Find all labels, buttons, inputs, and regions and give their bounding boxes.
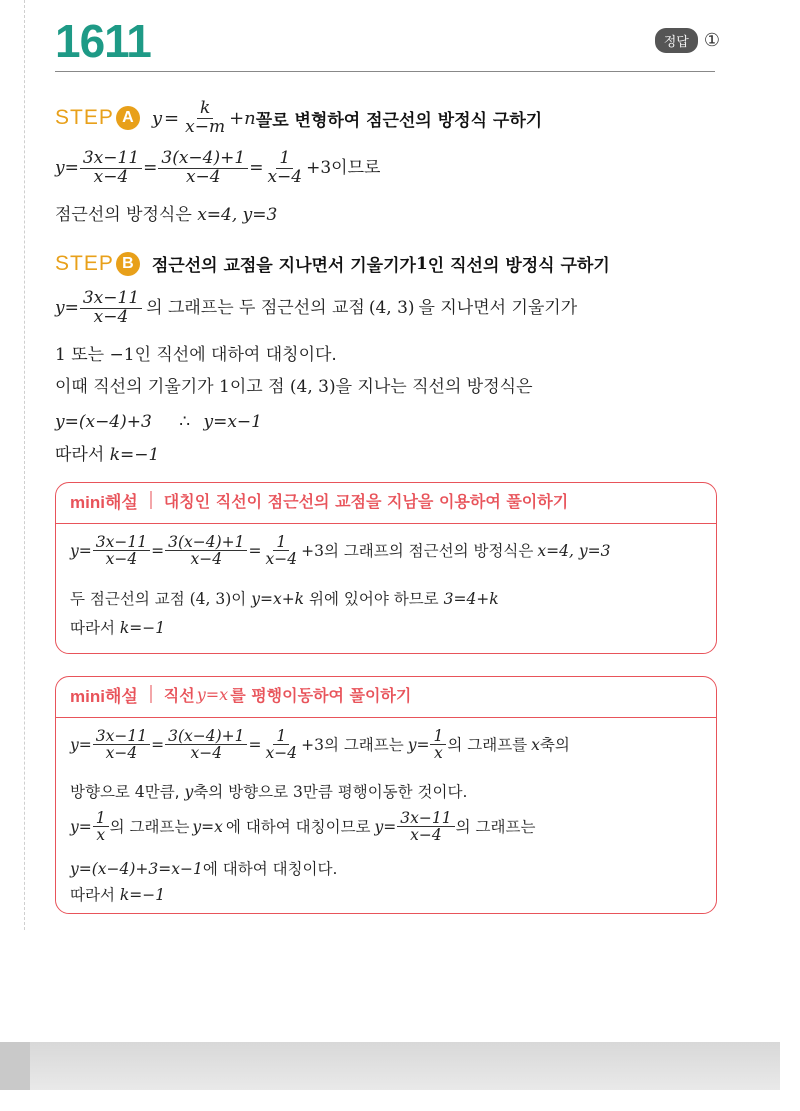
text: 을 지나면서 기울기가: [418, 298, 578, 319]
eq-sign: =: [64, 158, 79, 179]
text: 점근선의 방정식은: [55, 205, 192, 225]
problem-number: 1611: [55, 15, 151, 67]
mini-explanation-1: [55, 482, 717, 654]
divider: [150, 685, 152, 703]
fraction-denominator: x−4: [93, 306, 129, 327]
mini2-line-4: [70, 858, 337, 880]
eq-suffix: 이므로: [331, 158, 381, 179]
eq-var: y: [55, 298, 65, 319]
text: 또는: [71, 345, 105, 365]
math: y=x−1: [203, 412, 262, 432]
fraction-denominator: x: [96, 826, 106, 845]
eq-lhs: y=: [374, 817, 397, 836]
step-a-equation: [55, 150, 380, 187]
mini-title-math: y=x: [196, 684, 229, 704]
fraction-numerator: 1: [273, 534, 289, 551]
eq-tail: +3: [306, 158, 332, 179]
number: 4: [134, 783, 145, 801]
mini-explanation-2: [55, 676, 717, 914]
step-b-line-5: [55, 443, 159, 467]
math: k=−1: [119, 619, 166, 637]
fraction-numerator: 1: [430, 728, 446, 745]
eq-tail: +3: [301, 735, 324, 754]
fraction: [165, 728, 247, 762]
fraction: [430, 728, 446, 762]
mini1-line-2: [70, 588, 499, 610]
answer-value: ①: [703, 30, 720, 51]
fraction-denominator: x−4: [185, 166, 221, 187]
math: y=x: [192, 817, 223, 836]
asymptote-line: [55, 203, 277, 227]
step-b-line-3: [55, 375, 533, 399]
fraction-numerator: 3x−11: [80, 150, 142, 169]
eq-lhs: y=: [70, 541, 92, 560]
mini1-line-1: y= $\frac{3x-11}{x-4}$ = $\frac{3(x-4)+1}{x-4}$ = $\frac{1}{x-4}$ +3 의 그래프의 점근선의 방정식은 x=4, y=3: [70, 533, 611, 569]
step-label: STEP: [55, 251, 114, 275]
text: 의 그래프는: [455, 817, 536, 836]
fraction-numerator: 3(x−4)+1: [158, 150, 248, 169]
fraction: [165, 534, 247, 568]
fraction-numerator: 1: [276, 150, 293, 169]
step-a-circle-icon: A: [116, 106, 140, 130]
text: 이때 직선의 기울기가: [55, 377, 214, 397]
therefore-symbol: ∴: [179, 412, 191, 432]
fraction-denominator: x−4: [93, 166, 129, 187]
eq-sign: =: [143, 158, 158, 179]
math: y=(x−4)+3: [55, 412, 152, 432]
text: 을 지나는 직선의 방정식은: [335, 377, 533, 397]
math: 3=4+k: [443, 590, 499, 608]
text: 의 그래프의 점근선의 방정식은: [323, 541, 534, 560]
text: 의 그래프는: [323, 735, 404, 754]
eq-sign: =: [249, 158, 264, 179]
math: x=4, y=3: [197, 205, 278, 225]
text: 에 대하여 대칭이다.: [202, 860, 338, 878]
number: 1: [219, 377, 230, 397]
point: (4, 3): [368, 298, 415, 319]
eq-sign: =: [64, 298, 79, 319]
fraction-denominator: x−4: [105, 550, 138, 569]
mini-body: [56, 523, 716, 653]
fraction-denominator: x−4: [410, 826, 442, 845]
answer-indicator: [655, 28, 720, 53]
step-b-line-2: [55, 343, 337, 367]
fraction-numerator: k: [197, 100, 213, 119]
page-bottom-band: [0, 1042, 780, 1090]
text: 이고 점: [229, 377, 285, 397]
fraction-numerator: 3x−11: [397, 810, 454, 827]
text: 따라서: [70, 886, 115, 904]
formula-fraction: [182, 100, 228, 137]
fraction-numerator: 3(x−4)+1: [165, 534, 247, 551]
fraction-numerator: 3(x−4)+1: [165, 728, 247, 745]
formula-tail: +n: [229, 107, 256, 129]
mini-header: [56, 677, 716, 711]
point: (4, 3): [289, 377, 336, 397]
math: k=−1: [109, 445, 160, 465]
math: k=−1: [119, 886, 166, 904]
answer-badge: 정답: [655, 28, 698, 53]
header-divider: [55, 71, 715, 72]
mini1-line-3: [70, 617, 165, 639]
fraction-numerator: 1: [273, 728, 289, 745]
step-a-heading: [55, 100, 542, 137]
fraction-denominator: x−4: [265, 550, 298, 569]
fraction-denominator: x: [434, 744, 443, 763]
fraction-denominator: x−4: [267, 166, 303, 187]
mini-header: [56, 483, 716, 517]
step-label: STEP: [55, 106, 114, 130]
text: 의 그래프는: [109, 817, 190, 836]
eq-lhs: y=: [70, 735, 92, 754]
mini-tag: mini해설: [70, 686, 138, 706]
math: y=x+k: [251, 590, 305, 608]
mini2-line-2: [70, 781, 467, 803]
fraction-denominator: x−4: [105, 744, 138, 763]
step-b-heading: [55, 251, 610, 276]
mini2-line-5: [70, 884, 165, 906]
text: 이: [231, 590, 247, 608]
text: 방향으로: [70, 783, 130, 801]
fraction: [93, 810, 109, 844]
mini-tag: mini해설: [70, 492, 138, 512]
axis-var: x: [531, 735, 540, 754]
eq-fraction-1: [80, 150, 142, 187]
fraction: [262, 728, 300, 762]
mini-title: 대칭인 직선이 점근선의 교점을 지남을 이용하여 풀이하기: [163, 491, 569, 511]
step-b-circle-icon: B: [116, 252, 140, 276]
mini2-line-3: [70, 810, 535, 844]
text: 축의 방향으로: [193, 783, 289, 801]
fraction: [93, 728, 150, 762]
fraction-numerator: 3x−11: [93, 728, 150, 745]
eq-fraction-3: [264, 150, 305, 187]
fraction-denominator: x−4: [190, 550, 223, 569]
text: 두 점근선의 교점: [70, 590, 185, 608]
step-b-title-pre: 점근선의 교점을 지나면서 기울기가: [151, 256, 416, 276]
number: 3: [293, 783, 303, 801]
eq-fraction: [80, 290, 142, 327]
step-b-line-4: [55, 410, 262, 434]
step-b-title-post: 인 직선의 방정식 구하기: [427, 256, 610, 276]
eq-lhs: y=: [70, 817, 92, 836]
text: 위에 있어야 하므로: [309, 590, 439, 608]
text: 따라서: [70, 619, 115, 637]
mini-body: [56, 717, 716, 913]
fraction-numerator: 3x−11: [93, 534, 150, 551]
step-a-title: 꼴로 변형하여 점근선의 방정식 구하기: [255, 110, 543, 131]
text: 만큼 평행이동한 것이다.: [302, 783, 468, 801]
fraction: [93, 534, 150, 568]
text: 인 직선에 대하여 대칭이다.: [134, 345, 337, 365]
fraction: [262, 534, 300, 568]
text: 의 그래프는 두 점근선의 교점: [146, 298, 365, 319]
text: 따라서: [55, 445, 105, 465]
eq-tail: +3: [301, 541, 324, 560]
eq-lhs: y=: [407, 735, 430, 754]
mini-title-post: 를 평행이동하여 풀이하기: [230, 685, 412, 705]
number: 1: [55, 345, 66, 365]
fraction-numerator: 3x−11: [80, 290, 142, 309]
text: 에 대하여 대칭이므로: [225, 817, 371, 836]
eq-fraction-2: [158, 150, 248, 187]
fraction-denominator: x−4: [265, 744, 298, 763]
divider: [150, 491, 152, 509]
point: (4, 3): [189, 590, 232, 608]
step-b-line-1: [55, 290, 577, 327]
text: 축의: [539, 735, 570, 754]
mini-title-pre: 직선: [163, 685, 195, 705]
formula-var: y: [151, 107, 163, 129]
fraction-numerator: 1: [93, 810, 109, 827]
formula-eq: =: [164, 107, 180, 129]
math: y=(x−4)+3=x−1: [70, 860, 203, 878]
text: 만큼,: [144, 783, 180, 801]
step-b-title-num: 1: [415, 253, 428, 274]
fraction-denominator: x−4: [190, 744, 223, 763]
page-bottom-accent: [0, 1042, 30, 1090]
eq-var: y: [55, 158, 65, 179]
fraction: [397, 810, 454, 844]
number: −1: [109, 345, 135, 365]
fraction-denominator: x−m: [185, 116, 226, 137]
math: x=4, y=3: [537, 541, 611, 560]
mini2-line-1: y= $\frac{3x-11}{x-4}$ = $\frac{3(x-4)+1}{x-4}$ = $\frac{1}{x-4}$ +3 의 그래프는 y= $\frac{1}{x}$ 의 그래프를 x 축의: [70, 727, 570, 763]
text: 의 그래프를: [447, 735, 528, 754]
axis-var: y: [184, 783, 194, 801]
margin-dashed-line: [24, 0, 25, 930]
